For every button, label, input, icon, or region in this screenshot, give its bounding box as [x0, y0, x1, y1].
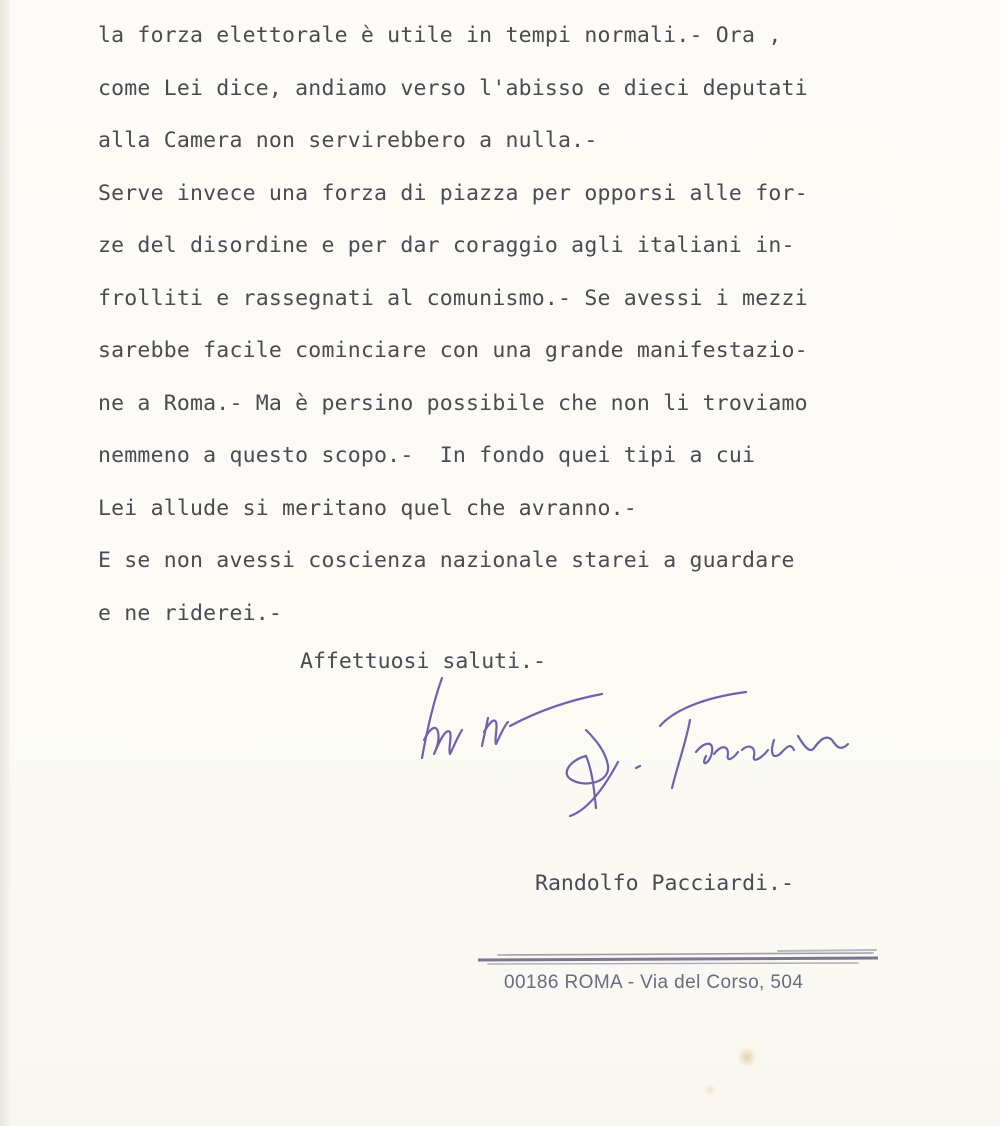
body-line: come Lei dice, andiamo verso l'abisso e dieci deputati [98, 75, 808, 101]
paper-edge-shadow [0, 0, 10, 1126]
stamp-rule-line [478, 948, 878, 968]
body-line: sarebbe facile cominciare con una grande manifestazio- [98, 338, 808, 363]
body-line: ze del disordine e per dar coraggio agli italiani in- [98, 233, 795, 258]
body-line: frolliti e rassegnati al comunismo.- Se avessi i mezzi [98, 285, 808, 311]
closing-salutation: Affettuosi saluti.- [300, 649, 546, 674]
letter-body [98, 16, 958, 646]
body-line: Serve invece una forza di piazza per opporsi alle for- [98, 180, 808, 206]
body-line: ne a Roma.- Ma è persino possibile che non li troviamo [98, 390, 808, 416]
body-line: E se non avessi coscienza nazionale starei a guardare [98, 548, 795, 573]
stamp-address: 00186 ROMA - Via del Corso, 504 [504, 972, 804, 993]
body-line: nemmeno a questo scopo.- In fondo quei tipi a cui [98, 443, 756, 468]
paper-stain [704, 1084, 716, 1096]
typed-signatory-name: Randolfo Pacciardi.- [535, 871, 794, 896]
body-line: e ne riderei.- [98, 600, 283, 626]
body-line: la forza elettorale è utile in tempi normali.- Ora , [98, 23, 782, 48]
handwritten-signature [410, 670, 870, 830]
body-line: Lei allude si meritano quel che avranno.- [98, 495, 637, 521]
body-line: alla Camera non servirebbero a nulla.- [98, 128, 598, 153]
paper-stain [738, 1046, 756, 1068]
